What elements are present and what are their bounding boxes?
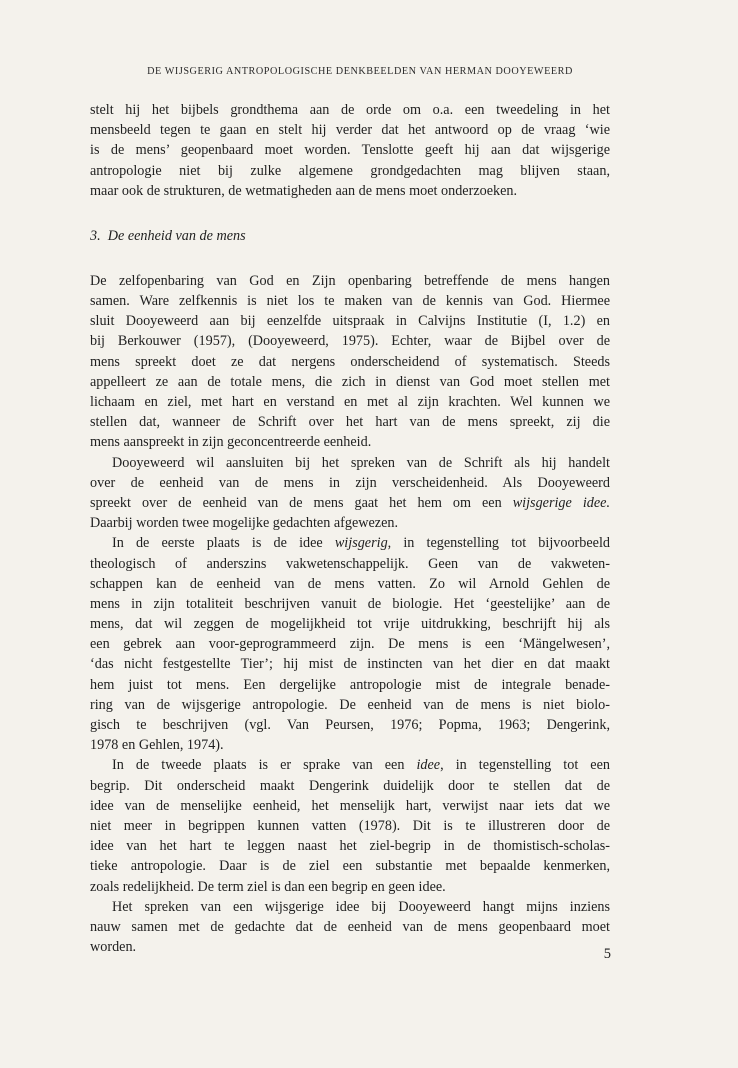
text-line: samen. Ware zelfkennis is niet los te maken van de kennis van God. Hiermee xyxy=(90,293,610,310)
text-run: In de eerste plaats is de idee xyxy=(112,535,335,552)
text-line: Daarbij worden twee mogelijke gedachten afgewezen. xyxy=(90,515,399,532)
text-run: , in tegenstelling tot een xyxy=(440,757,610,774)
text-line: stelt hij het bijbels grondthema aan de orde om o.a. een tweedeling in het xyxy=(90,102,610,118)
paragraph xyxy=(90,755,610,896)
section-heading: 3. De eenheid van de mens xyxy=(90,227,246,244)
paragraph xyxy=(90,533,610,755)
text-line: hem juist tot mens. Een dergelijke antropologie mist de integrale benade- xyxy=(90,676,610,693)
text-line: bij Berkouwer (1957), (Dooyeweerd, 1975). Echter, waar de Bijbel over de xyxy=(90,333,610,350)
text-line: niet meer in begrippen kunnen vatten (1978). Dit is te illustreren door de xyxy=(90,817,610,834)
text-line: ring van de wijsgerige antropologie. De eenheid van de mens is niet biolo- xyxy=(90,696,610,713)
text-line: idee van de menselijke eenheid, het menselijk hart, verwijst naar iets dat we xyxy=(90,797,610,814)
text-line: theologisch of anderszins vakwetenschappelijk. Geen van de vakweten- xyxy=(90,555,610,572)
paragraph xyxy=(90,453,610,534)
text-line: mensbeeld tegen te gaan en stelt hij verder dat het antwoord op de vraag ‘wie xyxy=(90,122,610,139)
text-run: spreekt over de eenheid van de mens gaat het hem om een xyxy=(90,494,513,511)
text-line: mens aanspreekt in zijn geconcentreerde eenheid. xyxy=(90,434,372,451)
text-line xyxy=(90,755,610,775)
text-run: In de tweede plaats is er sprake van een xyxy=(112,757,417,774)
text-line: gisch te beschrijven (vgl. Van Peursen, 1976; Popma, 1963; Dengerink, xyxy=(90,717,610,734)
text-line: Dooyeweerd wil aansluiten bij het spreken van de Schrift als hij handelt xyxy=(112,454,610,471)
text-line: Het spreken van een wijsgerige idee bij Dooyeweerd hangt mijns inziens xyxy=(112,898,610,915)
page-number: 5 xyxy=(603,946,611,962)
text-line: maar ook de strukturen, de wetmatigheden aan de mens moet onderzoeken. xyxy=(90,182,518,199)
text-line: appelleert ze aan de totale mens, die zich in dienst van God moet stellen met xyxy=(90,373,610,390)
emphasis: idee xyxy=(416,757,441,774)
paragraph xyxy=(90,897,610,958)
text-line: stellen dat, wanneer de Schrift over het hart van de mens spreekt, zij die xyxy=(90,414,610,431)
text-line: tieke antropologie. Daar is de ziel een substantie met bepaalde kenmerken, xyxy=(90,858,610,875)
text-line: mens spreekt doet ze dat nergens onderscheidend of systematisch. Steeds xyxy=(90,353,610,370)
emphasis: wijsgerige idee. xyxy=(512,494,610,511)
text-line: nauw samen met de gedachte dat de eenheid van de mens geopenbaard moet xyxy=(90,918,610,935)
text-line: over de eenheid van de mens in zijn verscheidenheid. Als Dooyeweerd xyxy=(90,474,610,491)
text-run: , in tegenstelling tot bijvoorbeeld xyxy=(387,535,610,552)
text-line: idee van het hart te leggen naast het ziel-begrip in de thomistisch-scholas- xyxy=(90,838,610,855)
text-line: zoals redelijkheid. De term ziel is dan een begrip en geen idee. xyxy=(90,878,446,895)
text-line xyxy=(90,493,610,513)
emphasis: wijsgerig xyxy=(334,535,388,552)
running-head: DE WIJSGERIG ANTROPOLOGISCHE DENKBEELDEN VAN HERMAN DOOYEWEERD xyxy=(147,66,573,77)
text-line: sluit Dooyeweerd aan bij eenzelfde uitspraak in Calvijns Institutie (I, 1.2) en xyxy=(90,313,610,330)
text-line: De zelfopenbaring van God en Zijn openbaring betreffende de mens hangen xyxy=(90,272,610,289)
text-line: mens in zijn totaliteit beschrijven vanuit de biologie. Het ‘geestelijke’ aan de xyxy=(90,595,610,612)
text-line: mens, dat wil zeggen de mogelijkheid tot vrije uitdrukking, beschrijft hij als xyxy=(90,616,610,633)
paragraph xyxy=(90,271,610,453)
text-line xyxy=(90,533,610,553)
text-line: worden. xyxy=(90,939,137,956)
text-line: ‘das nicht festgestellte Tier’; hij mist de instincten van het dier en dat maakt xyxy=(90,656,610,673)
body-text xyxy=(90,100,610,957)
text-line: is de mens’ geopenbaard moet worden. Tenslotte geeft hij aan dat wijsgerige xyxy=(90,142,610,159)
text-line: lichaam en ziel, met hart en verstand en met al zijn krachten. Wel kunnen we xyxy=(90,394,610,411)
text-line: begrip. Dit onderscheid maakt Dengerink duidelijk door te stellen dat de xyxy=(90,777,610,794)
text-line: 1978 en Gehlen, 1974). xyxy=(90,737,224,754)
text-line: schappen kan de eenheid van de mens vatten. Zo wil Arnold Gehlen de xyxy=(90,575,610,592)
text-line: antropologie niet bij zulke algemene grondgedachten mag blijven staan, xyxy=(90,162,610,179)
text-line: een gebrek aan voor-geprogrammeerd zijn. De mens is een ‘Mängelwesen’, xyxy=(90,636,610,653)
intro-paragraph xyxy=(90,100,610,201)
